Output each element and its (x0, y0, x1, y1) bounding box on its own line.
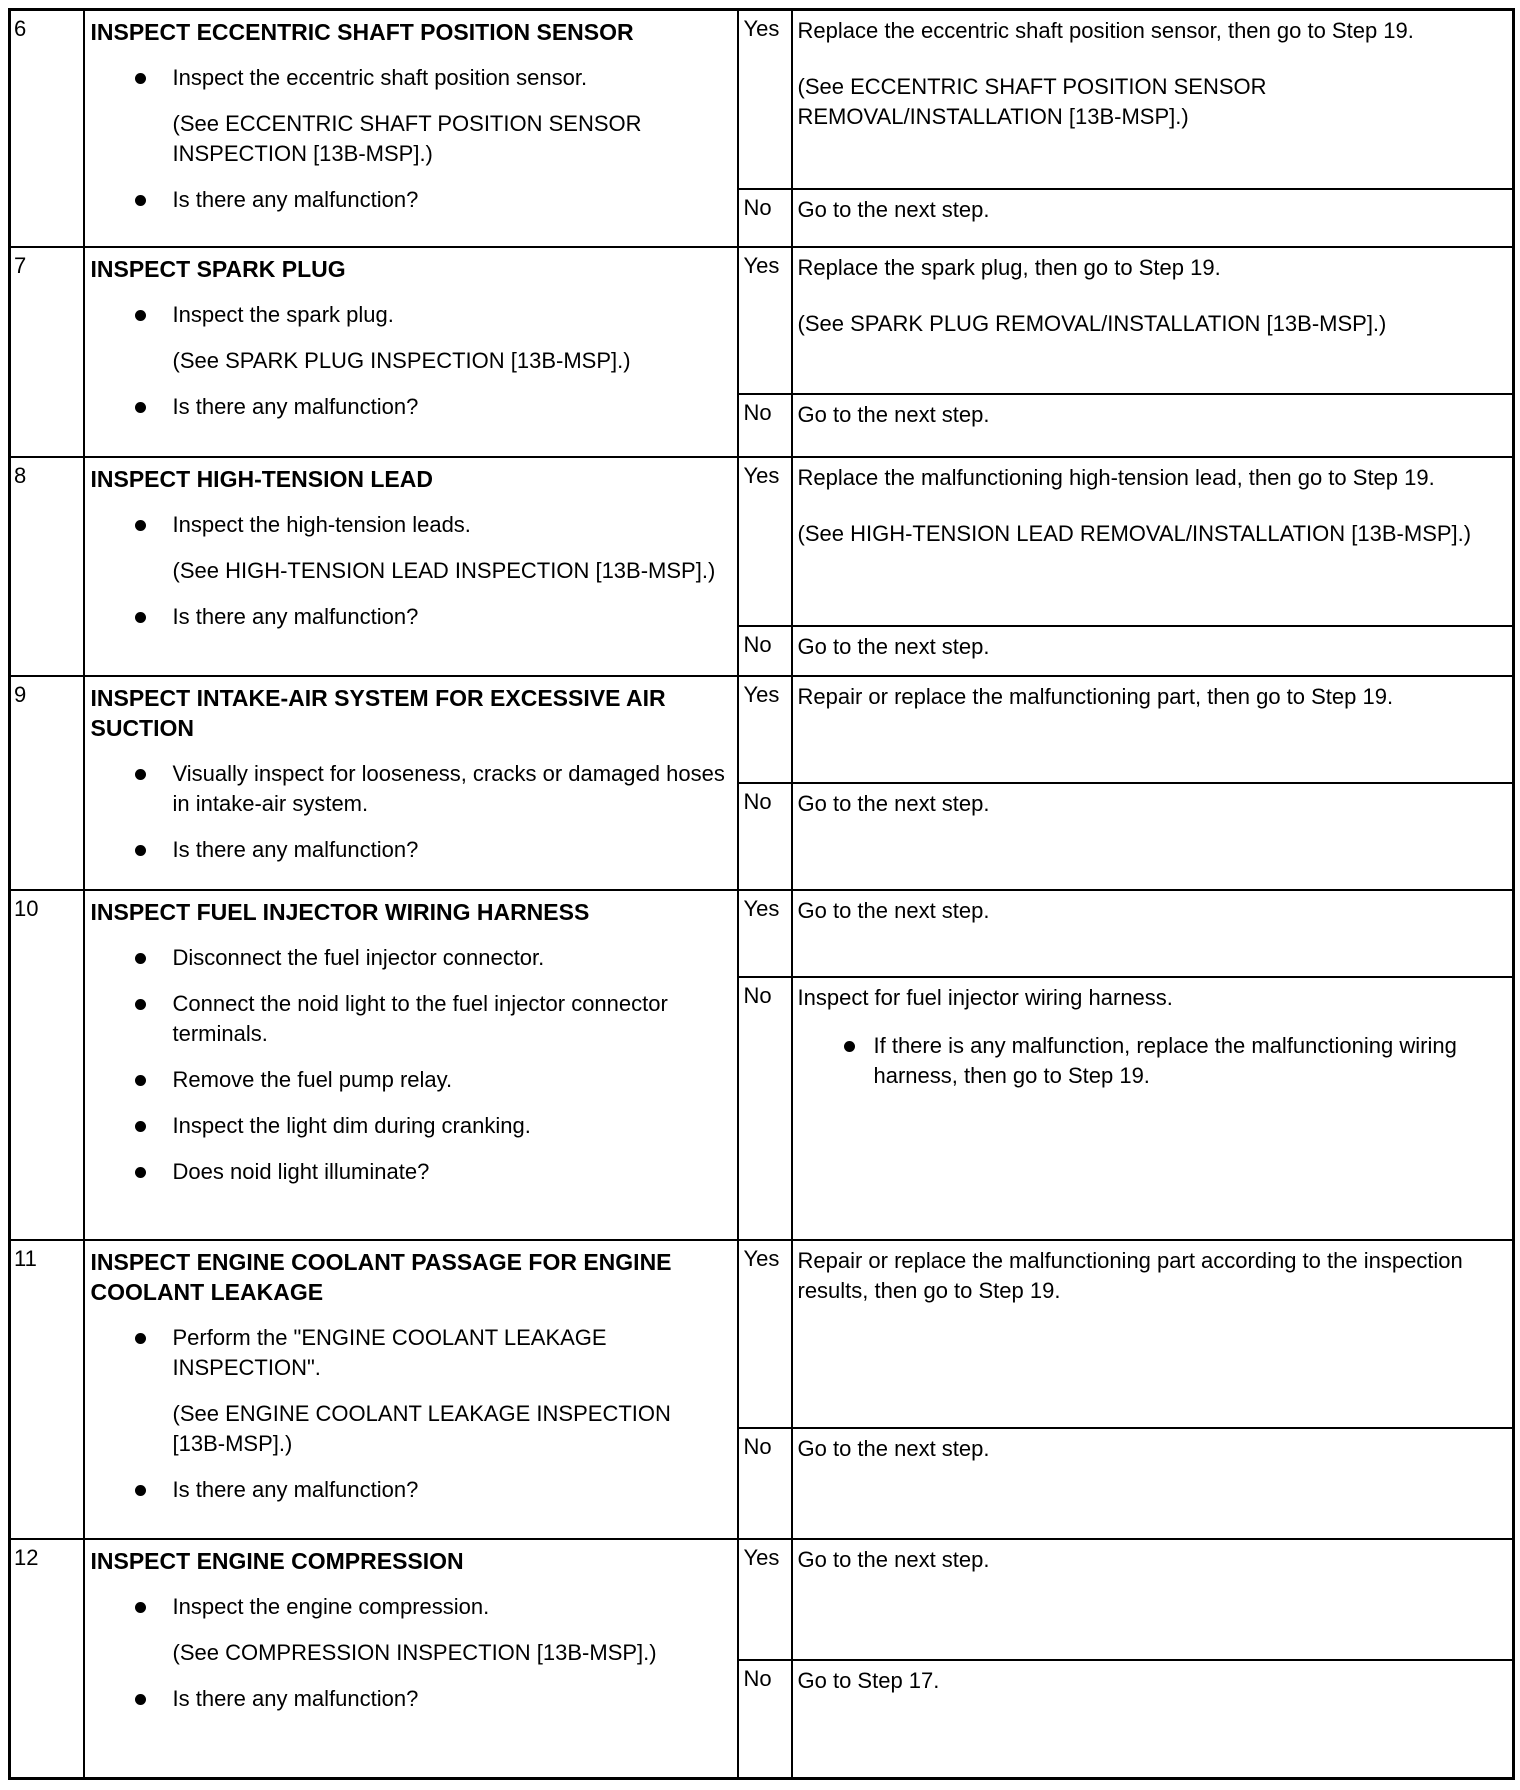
result-no: Go to the next step. (792, 394, 1514, 456)
step-reference: (See ECCENTRIC SHAFT POSITION SENSOR INSPECTION [13B-MSP].) (172, 111, 642, 166)
bullet-dot-icon (135, 402, 146, 413)
bullet-dot-icon (135, 1121, 146, 1132)
step-title: INSPECT ENGINE COOLANT PASSAGE FOR ENGINE COOLANT LEAKAGE (90, 1249, 672, 1306)
step-row (10, 890, 1514, 977)
result-yes (792, 247, 1514, 394)
result-text: Inspect for fuel injector wiring harness. (797, 984, 1173, 1010)
result-no: Go to the next step. (792, 189, 1514, 247)
step-action-cell (84, 1240, 738, 1538)
step-number: 10 (10, 890, 84, 1241)
bullet-dot-icon (135, 195, 146, 206)
bullet-dot-icon (135, 310, 146, 321)
step-action-cell (84, 1539, 738, 1779)
answer-no: No (738, 1428, 792, 1539)
answer-yes: Yes (738, 10, 792, 189)
result-yes (792, 10, 1514, 189)
step-action-cell (84, 457, 738, 677)
answer-yes: Yes (738, 1539, 792, 1660)
diagnostic-procedure-page (8, 8, 1512, 1780)
result-reference: (See SPARK PLUG REMOVAL/INSTALLATION [13B-MSP].) (797, 311, 1387, 337)
step-title: INSPECT HIGH-TENSION LEAD (90, 465, 433, 492)
step-bullet: Inspect the high-tension leads. (91, 510, 729, 540)
bullet-dot-icon (135, 845, 146, 856)
step-row (10, 1240, 1514, 1427)
bullet-dot-icon (135, 1694, 146, 1705)
step-number: 8 (10, 457, 84, 677)
result-reference: (See ECCENTRIC SHAFT POSITION SENSOR REMOVAL/INSTALLATION [13B-MSP].) (797, 74, 1267, 129)
step-row (10, 457, 1514, 626)
result-text: Replace the eccentric shaft position sensor, then go to Step 19. (797, 18, 1414, 43)
step-bullet: Connect the noid light to the fuel injector connector terminals. (91, 989, 729, 1049)
step-bullet: Perform the "ENGINE COOLANT LEAKAGE INSPECTION". (91, 1323, 729, 1383)
step-title: INSPECT ENGINE COMPRESSION (90, 1547, 464, 1574)
step-title: INSPECT SPARK PLUG (90, 256, 346, 283)
step-title: INSPECT FUEL INJECTOR WIRING HARNESS (90, 898, 590, 925)
step-number: 9 (10, 676, 84, 890)
step-bullet: Disconnect the fuel injector connector. (91, 943, 729, 973)
bullet-dot-icon (135, 73, 146, 84)
bullet-dot-icon (844, 1041, 855, 1052)
step-number: 11 (10, 1240, 84, 1538)
result-no: Go to the next step. (792, 626, 1514, 676)
answer-yes: Yes (738, 247, 792, 394)
step-reference: (See SPARK PLUG INSPECTION [13B-MSP].) (172, 348, 631, 374)
bullet-dot-icon (135, 999, 146, 1010)
bullet-dot-icon (135, 1333, 146, 1344)
answer-yes: Yes (738, 1240, 792, 1427)
result-yes: Repair or replace the malfunctioning part, then go to Step 19. (792, 676, 1514, 783)
step-question: Is there any malfunction? (91, 1475, 729, 1505)
step-bullet: Inspect the light dim during cranking. (91, 1111, 729, 1141)
step-question: Is there any malfunction? (91, 835, 729, 865)
result-bullet: If there is any malfunction, replace the malfunctioning wiring harness, then go to Step 19. (798, 1031, 1505, 1091)
result-no (792, 977, 1514, 1241)
answer-no: No (738, 783, 792, 890)
result-yes: Repair or replace the malfunctioning part according to the inspection results, then go to Step 19. (792, 1240, 1514, 1427)
step-row (10, 247, 1514, 394)
step-question: Is there any malfunction? (91, 1684, 729, 1714)
result-yes: Go to the next step. (792, 890, 1514, 977)
step-question: Does noid light illuminate? (91, 1157, 729, 1187)
bullet-dot-icon (135, 520, 146, 531)
step-bullet: Visually inspect for looseness, cracks or damaged hoses in intake-air system. (91, 759, 729, 819)
step-row (10, 1539, 1514, 1660)
answer-no: No (738, 977, 792, 1241)
step-question: Is there any malfunction? (91, 602, 729, 632)
step-bullet: Inspect the engine compression. (91, 1592, 729, 1622)
step-question: Is there any malfunction? (91, 185, 729, 215)
step-number: 12 (10, 1539, 84, 1779)
step-question: Is there any malfunction? (91, 392, 729, 422)
answer-no: No (738, 626, 792, 676)
step-title: INSPECT ECCENTRIC SHAFT POSITION SENSOR (90, 19, 634, 45)
step-title: INSPECT INTAKE-AIR SYSTEM FOR EXCESSIVE AIR SUCTION (90, 685, 666, 742)
bullet-dot-icon (135, 1167, 146, 1178)
step-bullet: Inspect the spark plug. (91, 300, 729, 330)
answer-no: No (738, 189, 792, 247)
step-action-cell (84, 10, 738, 248)
answer-yes: Yes (738, 676, 792, 783)
step-action-cell (84, 676, 738, 890)
step-reference: (See COMPRESSION INSPECTION [13B-MSP].) (172, 1639, 657, 1665)
step-action-cell (84, 247, 738, 457)
step-action-cell (84, 890, 738, 1241)
answer-no: No (738, 1660, 792, 1779)
result-text: Replace the malfunctioning high-tension lead, then go to Step 19. (797, 464, 1435, 490)
step-reference: (See ENGINE COOLANT LEAKAGE INSPECTION [13B-MSP].) (172, 1401, 671, 1457)
step-number: 6 (10, 10, 84, 248)
bullet-dot-icon (135, 1075, 146, 1086)
answer-yes: Yes (738, 457, 792, 626)
result-yes (792, 457, 1514, 626)
result-no: Go to the next step. (792, 783, 1514, 890)
step-row (10, 676, 1514, 783)
bullet-dot-icon (135, 1602, 146, 1613)
step-bullet: Inspect the eccentric shaft position sensor. (91, 63, 729, 93)
step-bullet: Remove the fuel pump relay. (91, 1065, 729, 1095)
result-yes: Go to the next step. (792, 1539, 1514, 1660)
diagnostic-table (8, 8, 1515, 1780)
bullet-dot-icon (135, 1485, 146, 1496)
bullet-dot-icon (135, 953, 146, 964)
bullet-dot-icon (135, 769, 146, 780)
result-reference: (See HIGH-TENSION LEAD REMOVAL/INSTALLATION [13B-MSP].) (797, 520, 1472, 546)
answer-no: No (738, 394, 792, 456)
step-number: 7 (10, 247, 84, 457)
result-text: Replace the spark plug, then go to Step 19. (797, 255, 1221, 281)
answer-yes: Yes (738, 890, 792, 977)
result-no: Go to the next step. (792, 1428, 1514, 1539)
step-row (10, 10, 1514, 189)
result-no: Go to Step 17. (792, 1660, 1514, 1779)
bullet-dot-icon (135, 612, 146, 623)
step-reference: (See HIGH-TENSION LEAD INSPECTION [13B-MSP].) (172, 557, 716, 583)
